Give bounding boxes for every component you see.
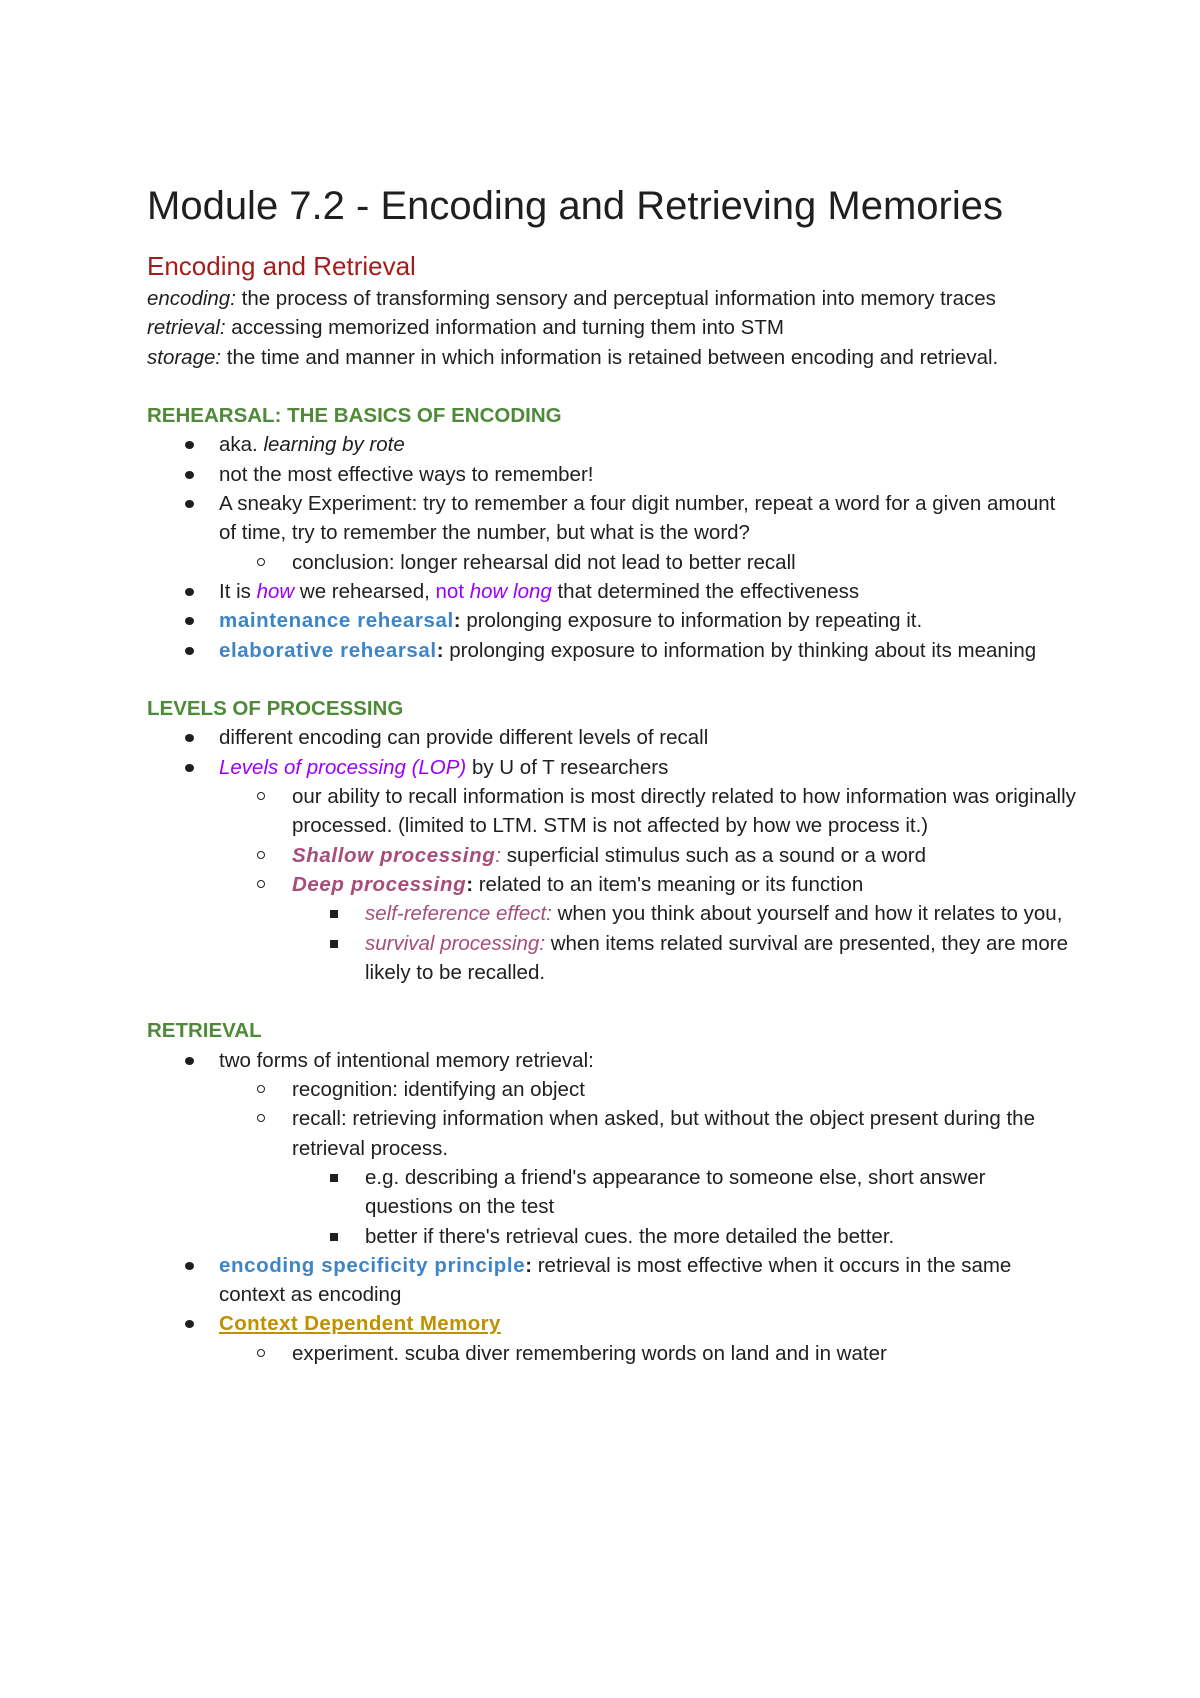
levels-heading: LEVELS OF PROCESSING	[147, 697, 404, 721]
list-item: encoding specificity principle: retrieval is most effective when it occurs in the same context as encoding	[147, 1251, 1077, 1310]
square-bullet-icon	[330, 910, 338, 918]
square-bullet-icon	[330, 1233, 338, 1241]
circle-bullet-icon	[257, 1085, 265, 1093]
list-item: our ability to recall information is most directly related to how information was originally processed. (limited to LTM. STM is not affected by how we process it.)	[147, 782, 1077, 841]
rehearsal-sublist	[147, 548, 1077, 577]
list-item: Levels of processing (LOP) by U of T researchers	[147, 753, 1077, 782]
term-deep-processing: Deep processing	[292, 872, 467, 896]
term-survival-processing: survival processing:	[365, 931, 546, 955]
definition-text: accessing memorized information and turning them into STM	[225, 316, 784, 340]
list-item: aka. learning by rote	[147, 430, 1077, 459]
square-bullet-icon	[330, 940, 338, 948]
circle-bullet-icon	[257, 1349, 265, 1357]
bullet-icon	[185, 471, 194, 479]
retrieval-list-continued	[147, 1251, 1077, 1339]
bullet-icon	[185, 617, 194, 625]
bullet-icon	[185, 588, 194, 596]
retrieval-sublist	[147, 1075, 1077, 1163]
definition-term: encoding:	[147, 287, 236, 310]
bullet-icon	[185, 764, 194, 772]
term-elaborative-rehearsal: elaborative rehearsal	[219, 638, 437, 662]
rehearsal-list	[147, 430, 1077, 547]
definition-text: the time and manner in which information is retained between encoding and retrieval.	[221, 345, 999, 369]
list-item: A sneaky Experiment: try to remember a four digit number, repeat a word for a given amount of time, try to remember the number, but what is the word?	[147, 489, 1077, 548]
bullet-icon	[185, 500, 194, 508]
cdm-sublist	[147, 1339, 1077, 1368]
list-item: experiment. scuba diver remembering words on land and in water	[147, 1339, 1077, 1368]
list-item: different encoding can provide different levels of recall	[147, 723, 1077, 752]
bullet-icon	[185, 647, 194, 655]
section-heading: Encoding and Retrieval	[147, 251, 416, 281]
definition-term: storage:	[147, 345, 222, 369]
bullet-icon	[185, 1262, 194, 1270]
bullet-icon	[185, 441, 194, 449]
term-encoding-specificity-principle: encoding specificity principle	[219, 1253, 526, 1277]
circle-bullet-icon	[257, 792, 265, 800]
term-levels-of-processing: Levels of processing (LOP)	[219, 755, 467, 779]
list-item: It is how we rehearsed, not how long that determined the effectiveness	[147, 577, 1077, 606]
bullet-icon	[185, 734, 194, 742]
list-item: Deep processing: related to an item's meaning or its function	[147, 870, 1077, 899]
bullet-icon	[185, 1057, 194, 1065]
list-item: survival processing: when items related survival are presented, they are more likely to be recalled.	[147, 929, 1077, 988]
definition-term: retrieval:	[147, 316, 226, 340]
document-page	[147, 178, 1077, 1368]
list-item: not the most effective ways to remember!	[147, 460, 1077, 489]
term-context-dependent-memory: Context Dependent Memory	[219, 1312, 501, 1336]
definition-retrieval	[147, 313, 1077, 342]
list-item: elaborative rehearsal: prolonging exposure to information by thinking about its meaning	[147, 636, 1077, 665]
list-item: two forms of intentional memory retrieval:	[147, 1046, 1077, 1075]
term-shallow-processing: Shallow processing	[292, 843, 496, 867]
levels-list	[147, 723, 1077, 782]
list-item: Shallow processing: superficial stimulus such as a sound or a word	[147, 841, 1077, 870]
list-item: recall: retrieving information when asked, but without the object present during the retrieval process.	[147, 1104, 1077, 1163]
rehearsal-list-continued	[147, 577, 1077, 665]
retrieval-heading: RETRIEVAL	[147, 1019, 262, 1043]
list-item: self-reference effect: when you think about yourself and how it relates to you,	[147, 899, 1077, 928]
bullet-icon	[185, 1320, 194, 1328]
square-bullet-icon	[330, 1174, 338, 1182]
circle-bullet-icon	[257, 1114, 265, 1122]
list-item: recognition: identifying an object	[147, 1075, 1077, 1104]
page-title: Module 7.2 - Encoding and Retrieving Memories	[147, 184, 1003, 228]
retrieval-list	[147, 1046, 1077, 1075]
list-item: maintenance rehearsal: prolonging exposure to information by repeating it.	[147, 606, 1077, 635]
list-item: e.g. describing a friend's appearance to someone else, short answer questions on the test	[147, 1163, 1077, 1222]
definition-storage	[147, 343, 1077, 372]
circle-bullet-icon	[257, 880, 265, 888]
list-item: conclusion: longer rehearsal did not lead to better recall	[147, 548, 1077, 577]
rehearsal-heading: REHEARSAL: THE BASICS OF ENCODING	[147, 404, 562, 428]
list-item: better if there's retrieval cues. the more detailed the better.	[147, 1222, 1077, 1251]
list-item	[147, 1309, 1077, 1338]
levels-sublist	[147, 782, 1077, 899]
definition-encoding	[147, 284, 1077, 313]
term-self-reference-effect: self-reference effect:	[365, 902, 552, 926]
recall-sublist	[147, 1163, 1077, 1251]
circle-bullet-icon	[257, 851, 265, 859]
term-maintenance-rehearsal: maintenance rehearsal	[219, 609, 454, 633]
deep-processing-sublist	[147, 899, 1077, 987]
circle-bullet-icon	[257, 558, 265, 566]
definition-text: the process of transforming sensory and perceptual information into memory traces	[235, 287, 996, 310]
